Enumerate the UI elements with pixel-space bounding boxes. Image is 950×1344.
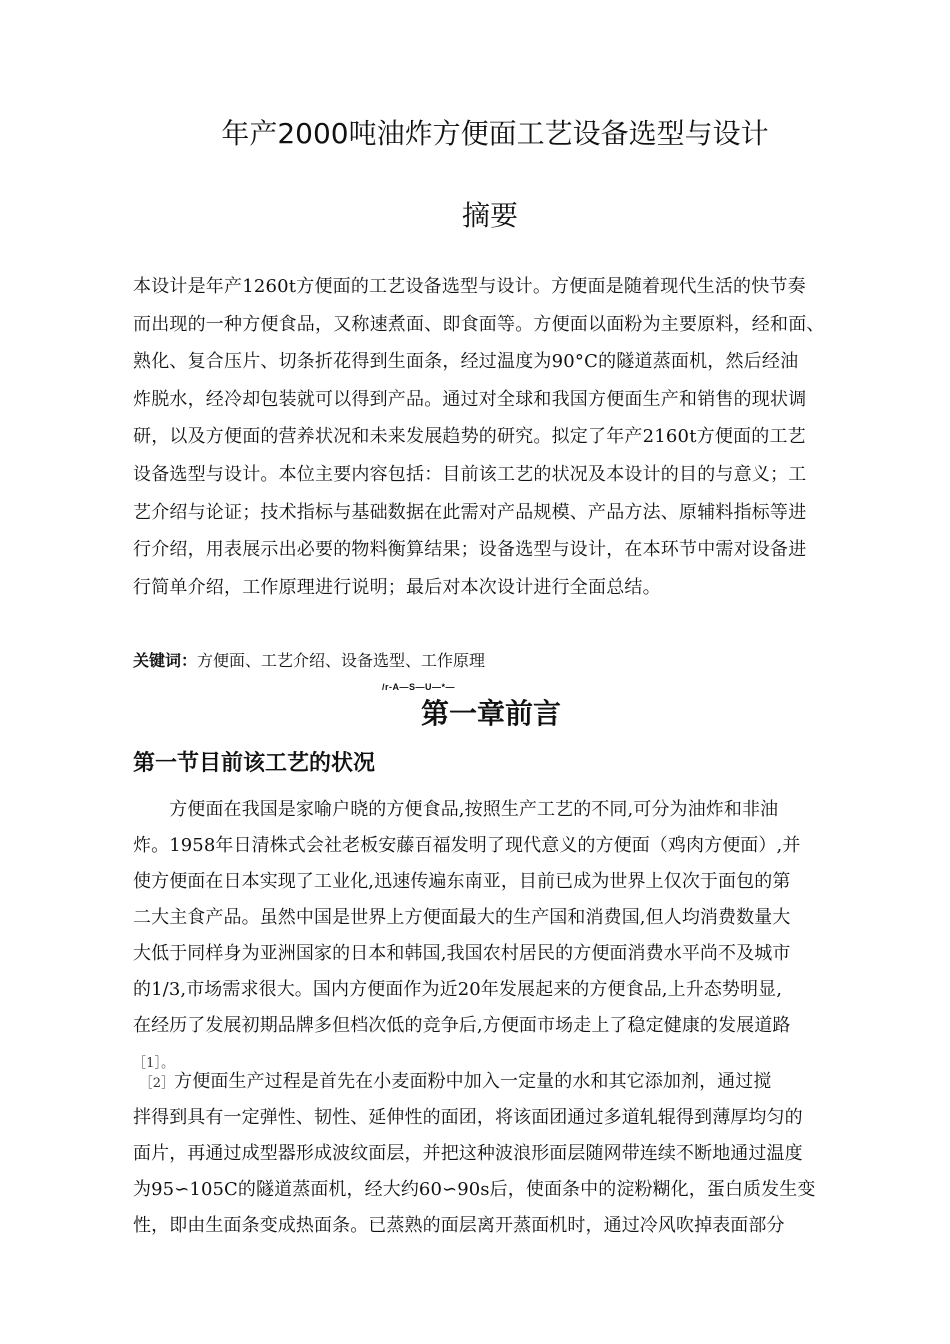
citation: ［2］ [133,1076,175,1091]
abstract-body [133,268,853,606]
abstract-line: 本设计是年产1260t方便面的工艺设备选型与设计。方便面是随着现代生活的快节奏 [133,276,806,297]
citation: ［1］。 [133,1056,175,1071]
paragraph-line: 炸。1958年日清株式会社老板安藤百福发明了现代意义的方便面（鸡肉方便面）,并 [133,835,801,856]
paragraph-line: 大低于同样身为亚洲国家的日本和韩国,我国农村居民的方便面消费水平尚不及城市 [133,943,791,964]
document-title: 年产2000吨油炸方便面工艺设备选型与设计 [221,117,769,150]
paragraph-line-text: 方便面生产过程是首先在小麦面粉中加入一定量的水和其它添加剂，通过搅 [174,1071,772,1092]
paragraph-line: 二大主食产品。虽然中国是世界上方便面最大的生产国和消费国,但人均消费数量大 [133,907,791,928]
paragraph-line: 使方便面在日本实现了工业化,迅速传遍东南亚，目前已成为世界上仅次于面包的第 [133,871,791,892]
paragraph-1 [133,792,853,1080]
paragraph-line [133,1064,853,1100]
paragraph-2 [133,1064,853,1244]
paragraph-line: 面片，再通过成型器形成波纹面层，并把这种波浪形面层随网带连续不断地通过温度 [133,1143,803,1164]
abstract-line: 行简单介绍，工作原理进行说明；最后对本次设计进行全面总结。 [133,576,661,598]
abstract-line: 设备选型与设计。本位主要内容包括：目前该工艺的状况及本设计的目的与意义；工 [133,463,807,485]
keywords-text: 方便面、工艺介绍、设备选型、工作原理 [197,651,486,670]
chapter-title: 第一章前言 [420,697,561,730]
abstract-line: 艺介绍与论证；技术指标与基础数据在此需对产品规模、产品方法、原辅料指标等进 [133,501,807,523]
stamp-mark: /r-A—S—U—*— [382,682,456,692]
paragraph-line: 为95∽105C的隧道蒸面机，经大约60∽90s后，使面条中的淀粉糊化，蛋白质发生变 [133,1179,816,1200]
keywords [133,648,853,675]
section-title: 第一节目前该工艺的状况 [133,751,376,776]
paragraph-line: 方便面在我国是家喻户晓的方便食品,按照生产工艺的不同,可分为油炸和非油 [133,799,779,820]
keywords-label: 关键词： [133,651,198,670]
abstract-line: 炸脱水，经冷却包装就可以得到产品。通过对全球和我国方便面生产和销售的现状调 [133,388,807,410]
abstract-line: 而出现的一种方便食品，又称速煮面、即食面等。方便面以面粉为主要原料，经和面、 [133,313,825,335]
paragraph-line: 在经历了发展初期品牌多但档次低的竞争后,方便面市场走上了稳定健康的发展道路 [133,1015,791,1036]
paragraph-line: 拌得到具有一定弹性、韧性、延伸性的面团，将该面团通过多道轧辊得到薄厚均匀的 [133,1107,803,1128]
abstract-heading: 摘要 [461,199,518,232]
abstract-line: 研，以及方便面的营养状况和未来发展趋势的研究。拟定了年产2160t方便面的工艺 [133,426,806,448]
abstract-line: 行介绍，用表展示出必要的物料衡算结果；设备选型与设计，在本环节中需对设备进 [133,539,807,561]
paragraph-line: 性，即由生面条变成热面条。已蒸熟的面层离开蒸面机时，通过冷风吹掉表面部分 [133,1215,785,1236]
paragraph-line: 的1/3,市场需求很大。国内方便面作为近20年发展起来的方便食品,上升态势明显, [133,979,783,1000]
abstract-line: 熟化、复合压片、切条折花得到生面条，经过温度为90°C的隧道蒸面机，然后经油 [133,351,799,373]
